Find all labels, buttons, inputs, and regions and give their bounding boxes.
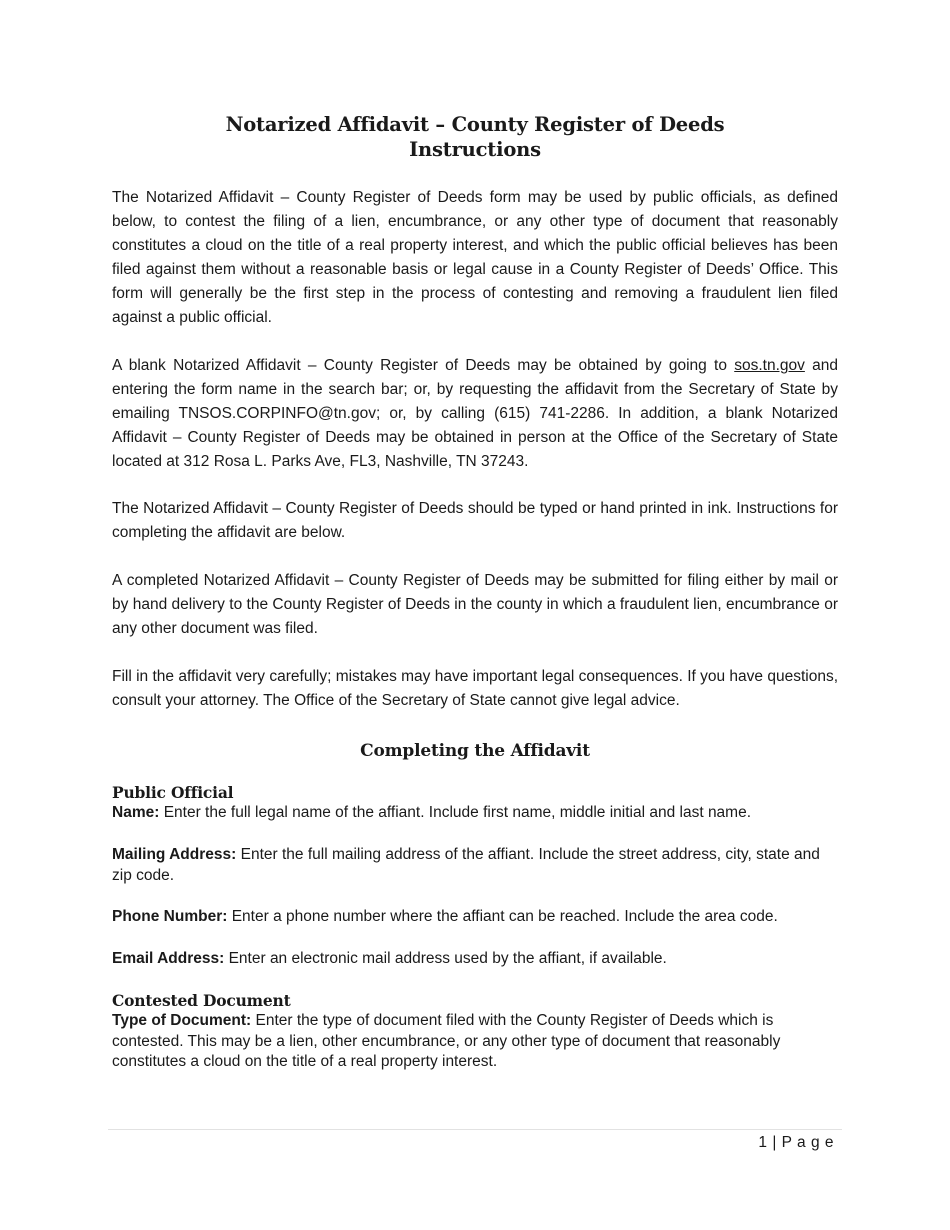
completing-affidavit-heading: Completing the Affidavit (360, 741, 590, 761)
phone-number-label: Phone Number: (112, 908, 228, 925)
type-of-document-text: Enter the type of document filed with the County Register of Deeds which is contested. This may be a lien, other encumbrance, or any other type of document that reasonably constitutes a cloud on the title of a real property interest. (112, 1012, 781, 1070)
obtain-form-paragraph (112, 354, 838, 474)
name-label: Name: (112, 804, 160, 821)
name-text: Enter the full legal name of the affiant. Include first name, middle initial and last name. (159, 804, 752, 821)
obtain-text-before-link: A blank Notarized Affidavit – County Register of Deeds may be obtained by going to (112, 357, 735, 374)
email-address-text: Enter an electronic mail address used by the affiant, if available. (224, 950, 667, 967)
mailing-address-instruction (112, 845, 838, 886)
phone-number-text: Enter a phone number where the affiant can be reached. Include the area code. (227, 908, 778, 925)
intro-paragraph: The Notarized Affidavit – County Register of Deeds form may be used by public officials, as defined below, to contest the filing of a lien, encumbrance, or any other type of document that reasonably constitutes a cloud on the title of a real property interest, and which the public official believes has been filed against them without a reasonable basis or legal cause in a County Register of Deeds’ Office. This form will generally be the first step in the process of contesting and removing a fraudulent lien filed against a public official. (112, 189, 838, 326)
email-address-label: Email Address: (112, 950, 225, 967)
contested-document-heading: Contested Document (112, 991, 291, 1010)
submission-paragraph: A completed Notarized Affidavit – County Register of Deeds may be submitted for filing either by mail or by hand delivery to the County Register of Deeds in the county in which a fraudulent lien, encumbrance or any other document was filed. (112, 572, 838, 637)
sos-website-link[interactable]: sos.tn.gov (734, 357, 805, 374)
public-official-heading: Public Official (112, 783, 234, 802)
legal-advice-paragraph: Fill in the affidavit very carefully; mistakes may have important legal consequences. If you have questions, consult your attorney. The Office of the Secretary of State cannot give legal advice. (112, 668, 838, 709)
type-of-document-label: Type of Document: (112, 1012, 252, 1029)
email-address-instruction (112, 949, 838, 970)
typing-instructions-paragraph: The Notarized Affidavit – County Register of Deeds should be typed or hand printed in ink. Instructions for completing the affidavit are below. (112, 500, 838, 541)
phone-number-instruction (112, 907, 838, 928)
title-line-1: Notarized Affidavit – County Register of Deeds (225, 113, 725, 136)
name-instruction (112, 803, 838, 824)
mailing-address-text: Enter the full mailing address of the affiant. Include the street address, city, state and zip code. (112, 846, 820, 884)
page-number: 1 | P a g e (758, 1134, 834, 1151)
footer-divider (108, 1129, 842, 1130)
document-title (112, 112, 838, 162)
type-of-document-instruction (112, 1011, 838, 1073)
mailing-address-label: Mailing Address: (112, 846, 237, 863)
title-line-2: Instructions (409, 138, 541, 161)
obtain-text-after-link: and entering the form name in the search bar; or, by requesting the affidavit from the Secretary of State by emailing TNSOS.CORPINFO@tn.gov; or, by calling (615) 741-2286. In addition, a blank Notarized Affidavit – County Register of Deeds may be obtained in person at the Office of the Secretary of State located at 312 Rosa L. Parks Ave, FL3, Nashville, TN 37243. (112, 357, 838, 470)
